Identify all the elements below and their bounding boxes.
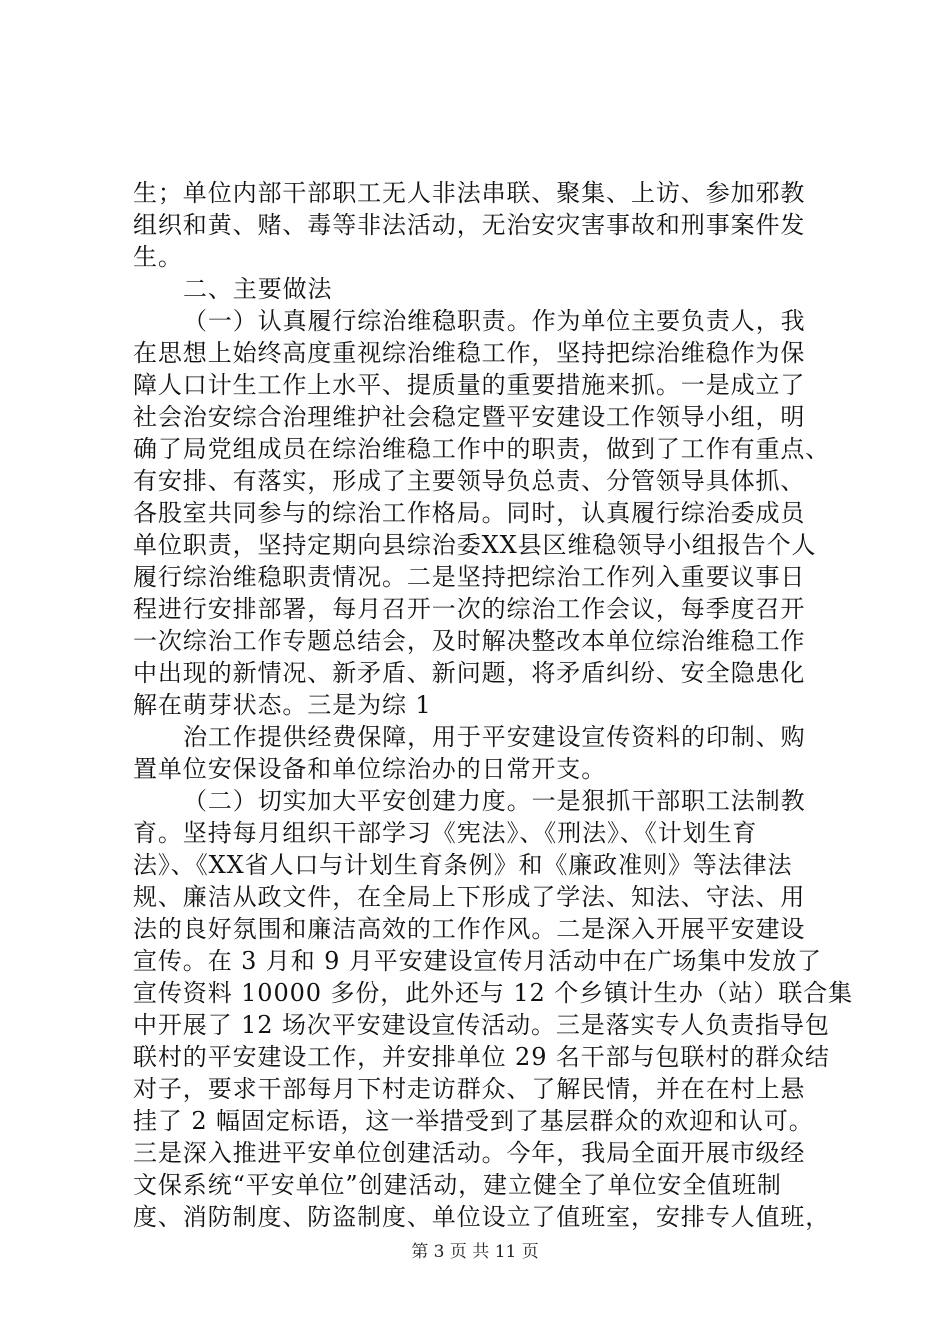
text-line: 法》、《XX省人口与计划生育条例》和《廉政准则》等法律法 — [133, 851, 793, 879]
text-line: 履行综治维稳职责情况。二是坚持把综治工作列入重要议事日 — [133, 563, 806, 591]
text-line: 在思想上始终高度重视综治维稳工作，坚持把综治维稳作为保 — [133, 339, 806, 367]
text-line: 育。坚持每月组织干部学习《宪法》、《刑法》、《计划生育 — [133, 819, 758, 847]
text-line: 社会治安综合治理维护社会稳定暨平安建设工作领导小组，明 — [133, 403, 806, 431]
page-footer: 第 3 页 共 11 页 — [411, 1242, 539, 1262]
text-line: 置单位安保设备和单位综治办的日常开支。 — [133, 755, 607, 783]
text-line: 程进行安排部署，每月召开一次的综治工作会议，每季度召开 — [133, 595, 806, 623]
text-line: 生。 — [133, 243, 183, 271]
text-line: 联村的平安建设工作，并安排单位 29 名干部与包联村的群众结 — [133, 1043, 830, 1071]
text-line: 解在萌芽状态。三是为综 1 — [133, 691, 432, 719]
text-line: （二）切实加大平安创建力度。一是狠抓干部职工法制教 — [183, 787, 806, 815]
text-line: 对子，要求干部每月下村走访群众、了解民情，并在在村上悬 — [133, 1075, 806, 1103]
text-line: 生；单位内部干部职工无人非法串联、聚集、上访、参加邪教 — [133, 179, 806, 207]
text-line: 法的良好氛围和廉洁高效的工作作风。二是深入开展平安建设 — [133, 915, 806, 943]
text-line: 组织和黄、赌、毒等非法活动，无治安灾害事故和刑事案件发 — [133, 211, 806, 239]
text-line: 度、消防制度、防盗制度、单位设立了值班室，安排专人值班， — [133, 1203, 831, 1231]
section-heading: 二、主要做法 — [183, 275, 333, 303]
text-line: 一次综治工作专题总结会，及时解决整改本单位综治维稳工作 — [133, 627, 806, 655]
text-line: 三是深入推进平安单位创建活动。今年，我局全面开展市级经 — [133, 1139, 806, 1167]
text-line: 单位职责，坚持定期向县综治委XX县区维稳领导小组报告个人 — [133, 531, 817, 559]
text-line: 宣传。在 3 月和 9 月平安建设宣传月活动中在广场集中发放了 — [133, 947, 822, 975]
text-line: 挂了 2 幅固定标语，这一举措受到了基层群众的欢迎和认可。 — [133, 1107, 814, 1135]
text-line: 有安排、有落实，形成了主要领导负总责、分管领导具体抓、 — [133, 467, 806, 495]
text-line: 规、廉洁从政文件，在全局上下形成了学法、知法、守法、用 — [133, 883, 806, 911]
text-line: 中开展了 12 场次平安建设宣传活动。三是落实专人负责指导包 — [133, 1011, 830, 1039]
text-line: 中出现的新情况、新矛盾、新问题，将矛盾纠纷、安全隐患化 — [133, 659, 806, 687]
text-line: 确了局党组成员在综治维稳工作中的职责，做到了工作有重点、 — [133, 435, 831, 463]
text-line: 宣传资料 10000 多份，此外还与 12 个乡镇计生办（站）联合集 — [133, 979, 854, 1007]
text-line: （一）认真履行综治维稳职责。作为单位主要负责人，我 — [183, 307, 806, 335]
text-line: 各股室共同参与的综治工作格局。同时，认真履行综治委成员 — [133, 499, 806, 527]
text-line: 障人口计生工作上水平、提质量的重要措施来抓。一是成立了 — [133, 371, 806, 399]
text-line: 文保系统“平安单位”创建活动，建立健全了单位安全值班制 — [133, 1171, 782, 1199]
body-text — [133, 177, 853, 1233]
text-line: 治工作提供经费保障，用于平安建设宣传资料的印制、购 — [183, 723, 806, 751]
